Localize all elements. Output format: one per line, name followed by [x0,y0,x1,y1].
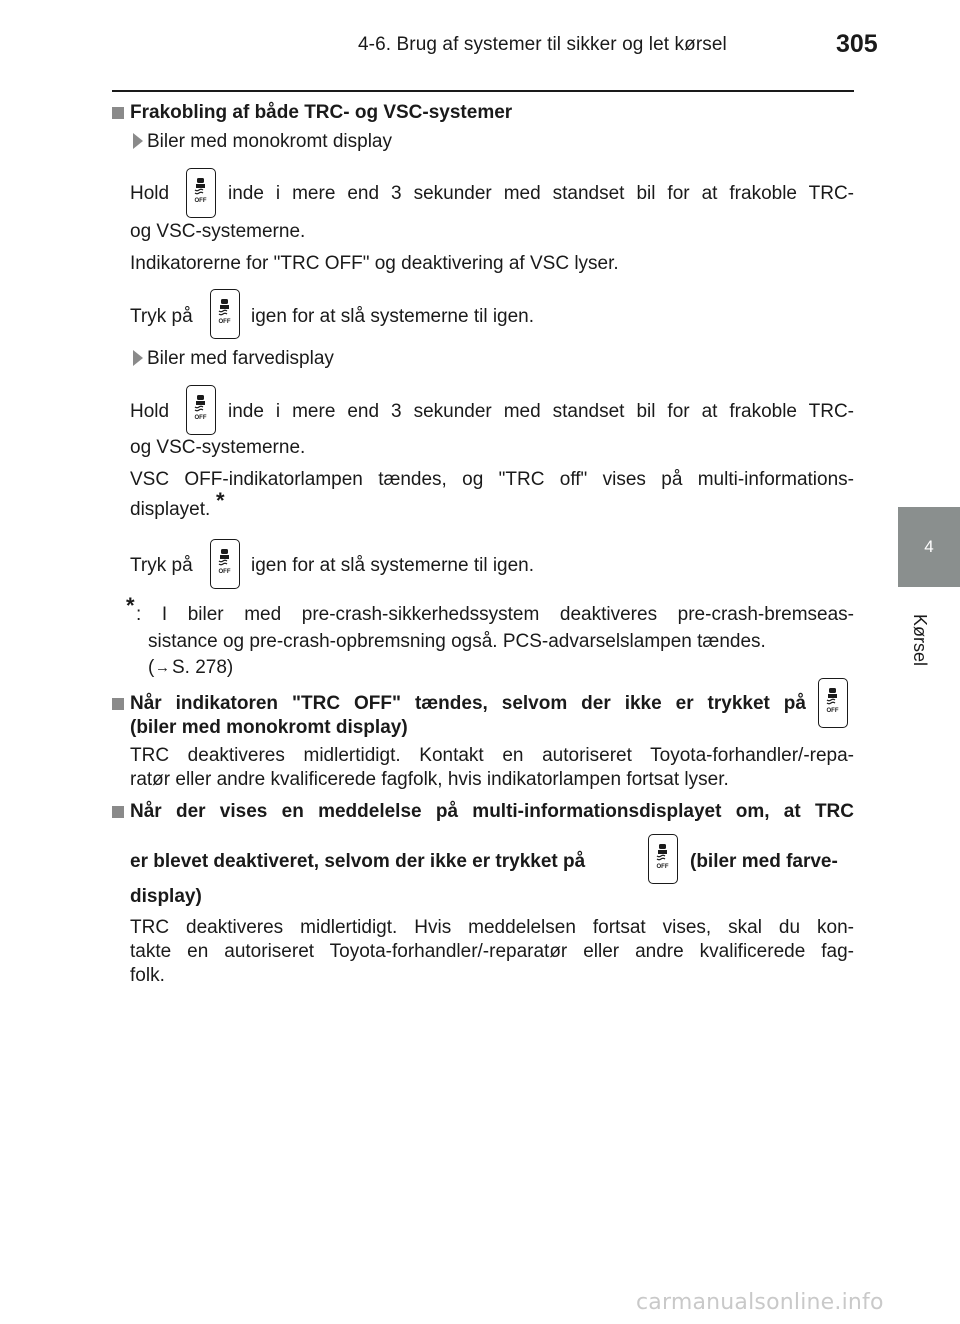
chapter-tab-number: 4 [924,537,934,556]
page-number: 305 [836,30,878,58]
section-body-cont: folk. [130,965,165,986]
square-bullet-icon [112,107,124,119]
svg-text:OFF: OFF [194,415,207,421]
square-bullet-icon [112,698,124,710]
subheading-color: Biler med farvedisplay [147,348,334,369]
triangle-bullet-icon [133,133,143,149]
chapter-tab-label-text: Kørsel [910,614,930,667]
svg-text:OFF: OFF [194,198,207,204]
hold-instruction-cont: og VSC-systemerne. [130,437,306,458]
svg-text:OFF: OFF [218,569,231,575]
indicator-text: Indikatorerne for "TRC OFF" og deaktivering af VSC lyser. [130,253,619,274]
subheading-mono: Biler med monokromt display [147,131,392,152]
section-heading: Frakobling af både TRC- og VSC-systemer [130,102,513,123]
section-heading-cont: display) [130,886,202,907]
footnote-star: * [126,593,135,618]
svg-text:OFF: OFF [218,319,231,325]
chapter-tab[interactable] [898,507,960,587]
hold-instruction-cont: og VSC-systemerne. [130,221,306,242]
watermark: carmanualsonline.info [636,1290,884,1315]
svg-text:OFF: OFF [656,864,669,870]
section-heading-cont: (biler med farve- [690,851,838,872]
display-text: displayet. [130,499,211,520]
section-heading-cont: er blevet deaktiveret, selvom der ikke er trykket på [130,851,586,872]
section-body-cont: ratør eller andre kvalificerede fagfolk, hvis indikatorlampen fortsat lyser. [130,769,729,790]
hold-text: Hold [130,401,170,422]
section-body: TRC deaktiveres midlertidigt. Kontakt en autoriseret Toyota-forhandler/-repa- [130,745,854,766]
vsc-off-button-icon [210,289,240,339]
footnote-text: : I biler med pre-crash-sikkerhedssystem deaktiveres pre-crash-bremseas- [136,604,854,625]
svg-text:OFF: OFF [826,708,839,714]
vsc-off-button-icon [186,168,216,218]
vsc-off-button-icon [818,678,848,728]
reference-arrow-icon: → [155,659,170,676]
hold-text: Hold [130,183,170,204]
page-reference-link[interactable]: S. 278) [172,657,234,678]
square-bullet-icon [112,806,124,818]
vsc-off-button-icon [186,385,216,435]
tryk-text: Tryk på [130,555,193,576]
footnote-marker: * [216,488,225,513]
footnote-ref-open: ( [148,657,155,678]
tryk-instruction: igen for at slå systemerne til igen. [251,555,535,576]
section-heading-cont: (biler med monokromt display) [130,717,408,738]
tryk-text: Tryk på [130,306,193,327]
footnote-text-cont: sistance og pre-crash-opbremsning også. PCS-advarselslampen tændes. [148,631,766,652]
vsc-off-button-icon [210,539,240,589]
section-body-cont: takte en autoriseret Toyota-forhandler/-reparatør eller andre kvalificerede fag- [130,941,854,962]
tryk-instruction: igen for at slå systemerne til igen. [251,306,535,327]
vsc-off-button-icon [648,834,678,884]
section-heading: Når indikatoren "TRC OFF" tændes, selvom der ikke er trykket på [130,693,806,714]
section-heading: Når der vises en meddelelse på multi-informationsdisplayet om, at TRC [130,801,854,822]
hold-instruction: inde i mere end 3 sekunder med standset bil for at frakoble TRC- [228,183,854,204]
header-divider [112,90,854,92]
indicator-text: VSC OFF-indikatorlampen tændes, og "TRC off" vises på multi-informations- [130,469,854,490]
section-body: TRC deaktiveres midlertidigt. Hvis meddelelsen fortsat vises, skal du kon- [130,917,854,938]
chapter-header: 4-6. Brug af systemer til sikker og let kørsel [358,34,727,55]
hold-instruction: inde i mere end 3 sekunder med standset bil for at frakoble TRC- [228,401,854,422]
triangle-bullet-icon [133,350,143,366]
chapter-tab-label [902,614,952,694]
